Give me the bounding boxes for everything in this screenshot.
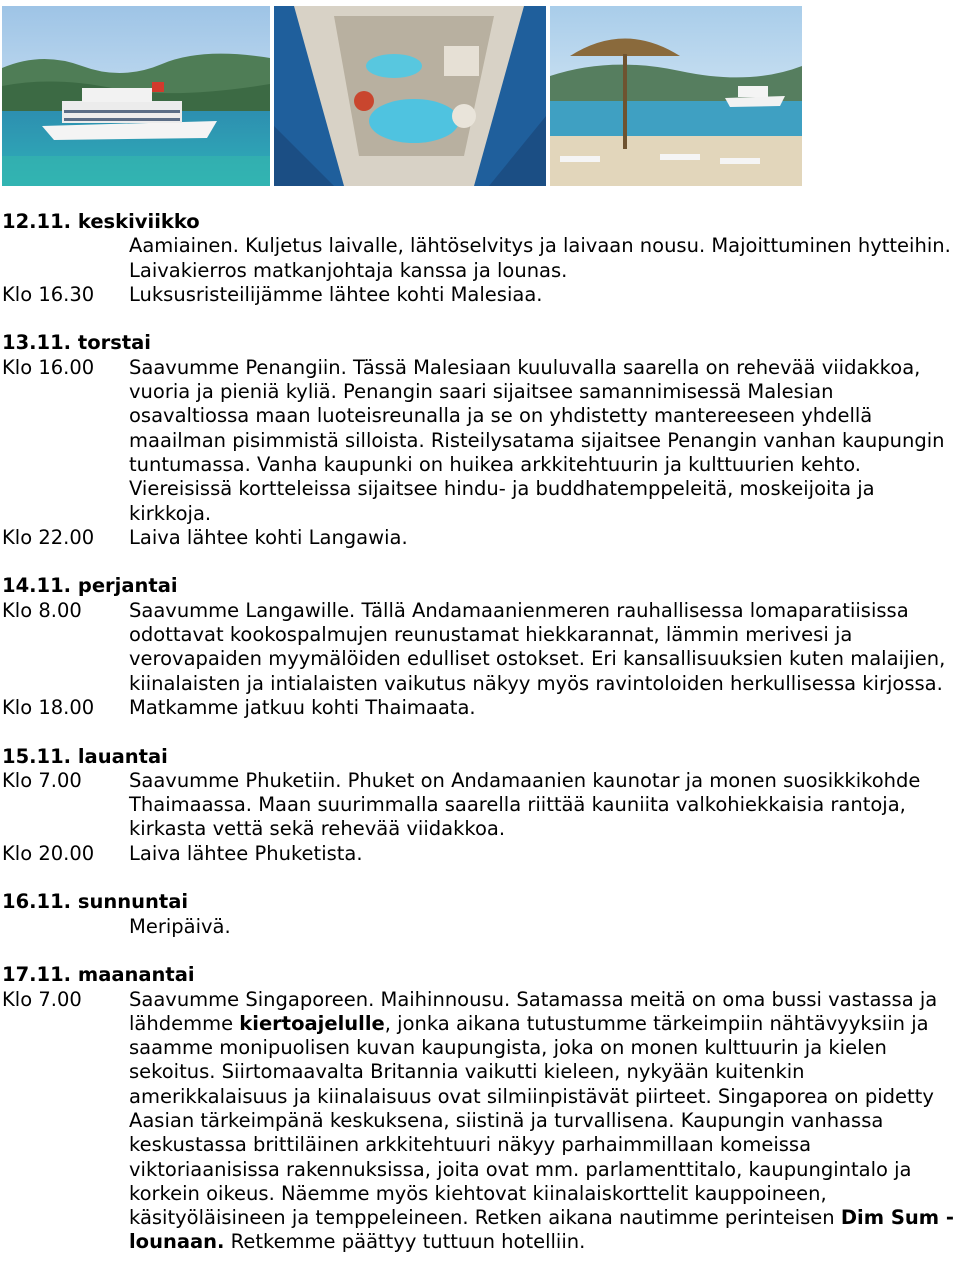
itinerary <box>2 210 956 1279</box>
entry-time: Klo 22.00 <box>2 525 95 549</box>
itinerary-entry <box>2 526 956 550</box>
entry-time: Klo 8.00 <box>2 598 82 622</box>
day-title: 12.11. keskiviikko <box>2 210 200 233</box>
entry-text: Meripäivä. <box>129 914 231 938</box>
entry-time <box>2 234 129 283</box>
entry-time: Klo 16.30 <box>2 282 95 306</box>
entry-text: Luksusristeilijämme lähtee kohti Malesiaa. <box>129 282 543 306</box>
entry-time: Klo 16.00 <box>2 355 95 379</box>
itinerary-day <box>2 331 956 550</box>
itinerary-entry <box>2 915 956 939</box>
itinerary-entry <box>2 769 956 842</box>
itinerary-entry <box>2 599 956 696</box>
photo-strip <box>0 6 960 188</box>
ship-deck-photo <box>274 6 546 186</box>
itinerary-entry <box>2 283 956 307</box>
itinerary-day <box>2 745 956 866</box>
day-title: 15.11. lauantai <box>2 744 168 768</box>
entry-text-bold: Dim Sum -lounaan. <box>129 1206 954 1254</box>
day-title: 13.11. torstai <box>2 331 151 355</box>
itinerary-entry <box>2 234 956 283</box>
day-title: 17.11. maanantai <box>2 963 195 987</box>
entry-text-segment: Retkemme päättyy tuttuun hotelliin. <box>224 1230 586 1254</box>
entry-time: Klo 7.00 <box>2 768 82 792</box>
entry-text: Aamiainen. Kuljetus laivalle, lähtöselvitys ja laivaan nousu. Majoittuminen hytteihin. Laivakierros matkanjohtaja kanssa ja lounas. <box>129 234 951 282</box>
itinerary-entry <box>2 696 956 720</box>
entry-text: Matkamme jatkuu kohti Thaimaata. <box>129 695 476 719</box>
entry-text-bold: kiertoajelulle <box>239 1011 385 1035</box>
entry-text: Saavumme Phuketiin. Phuket on Andamaanien kaunotar ja monen suosikkikohde Thaimaassa. Maan suurimmalla saarella riittää kauniita valkohiekkaisia rantoja, kirkasta vettä sekä rehevää viidakkoa. <box>129 768 921 841</box>
day-title: 14.11. perjantai <box>2 574 178 598</box>
day-title: 16.11. sunnuntai <box>2 890 189 914</box>
itinerary-day <box>2 574 956 720</box>
beach-umbrella-photo <box>550 6 802 186</box>
cruise-ship-photo <box>2 6 270 186</box>
entry-text: Saavumme Langawille. Tällä Andamaanienmeren rauhallisessa lomaparatiisissa odottavat kookospalmujen reunustamat hiekkarannat, lämmin merivesi ja verovapaiden myymälöiden edulliset ostokset. Eri kansallisuuksien kuten malaijien, kiinalaisten ja intialaisten vaikutus näkyy myös ravintoloiden herkullisessa kirjossa. <box>129 598 946 695</box>
itinerary-entry <box>2 842 956 866</box>
entry-text-segment: Saavumme Singaporeen. Maihinnousu. Satamassa meitä on oma bussi vastassa ja lähdemme <box>129 987 938 1035</box>
itinerary-day <box>2 890 956 939</box>
entry-time: Klo 18.00 <box>2 695 95 719</box>
entry-text: Saavumme Penangiin. Tässä Malesiaan kuuluvalla saarella on rehevää viidakkoa, vuoria ja pieniä kyliä. Penangin saari sijaitsee samannimisessä Malesian osavaltiossa maan luoteisreunalla ja se on yhdistetty mantereeseen yhdellä maailman pisimmistä silloista. Risteilysatama sijaitsee Penangin vanhan kaupungin tuntumassa. Vanha kaupunki on huikea arkkitehtuurin ja kulttuurien kehto. Viereisissä kortteleissa sijaitsee hindu- ja buddhatemppeleitä, moskeijoita ja kirkkoja. <box>129 355 945 525</box>
entry-text: Laiva lähtee Phuketista. <box>129 841 363 865</box>
entry-text: Laiva lähtee kohti Langawia. <box>129 525 408 549</box>
entry-text <box>129 988 956 1255</box>
itinerary-entry <box>2 356 956 526</box>
entry-time <box>2 915 129 939</box>
itinerary-day <box>2 210 956 307</box>
itinerary-day <box>2 963 956 1255</box>
entry-time: Klo 7.00 <box>2 987 82 1011</box>
entry-time: Klo 20.00 <box>2 841 95 865</box>
entry-text-segment: , jonka aikana tutustumme tärkeimpiin nähtävyyksiin ja saamme monipuolisen kuvan kaupungista, joka on monen kulttuurin ja kielen sekoitus. Siirtomaavalta Britannia vaikutti kieleen, nykyään kuitenkin amerikkalaisuus ja kiinalaisuus ovat silmiinpistävät piirteet. Singaporea on pidetty Aasian tärkeimpänä keskuksena, siistinä ja turvallisena. Kaupungin vanhassa keskustassa brittiläinen arkkitehtuuri näkyy parhaimmillaan komeissa viktoriaanisissa rakennuksissa, joita ovat mm. parlamenttitalo, kaupungintalo ja korkein oikeus. Näemme myös kiehtovat kiinalaiskorttelit kauppoineen, käsityöläisineen ja temppeleineen. Retken aikana nautimme perinteisen <box>129 1011 934 1230</box>
itinerary-entry <box>2 988 956 1255</box>
